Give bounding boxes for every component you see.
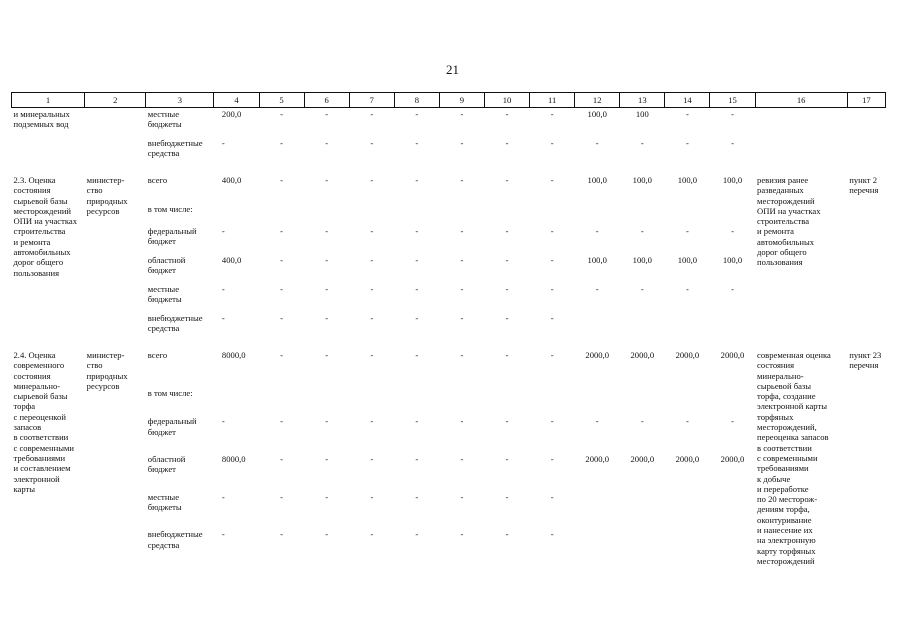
value-cell: - bbox=[415, 416, 419, 427]
value-cell bbox=[575, 491, 620, 529]
column-number-12: 12 bbox=[575, 93, 620, 108]
value-cell: - bbox=[280, 138, 283, 148]
value-cell bbox=[665, 203, 710, 225]
value-cell: - bbox=[595, 284, 599, 294]
value-cell bbox=[214, 203, 259, 225]
value-cell: - bbox=[325, 175, 329, 185]
funding-source-cell: внебюджетные средства bbox=[147, 313, 203, 334]
value-cell: - bbox=[460, 255, 464, 265]
value-cell: - bbox=[415, 313, 419, 323]
spacer-cell bbox=[12, 341, 886, 349]
value-cell: - bbox=[505, 226, 509, 236]
value-cell bbox=[665, 312, 710, 341]
value-cell: - bbox=[550, 138, 554, 148]
table-row bbox=[12, 108, 886, 138]
program-table bbox=[11, 92, 886, 566]
value-cell bbox=[304, 387, 349, 416]
spacer-row bbox=[12, 341, 886, 349]
column-number-9: 9 bbox=[439, 93, 484, 108]
value-cell bbox=[575, 312, 620, 341]
value-cell: - bbox=[221, 529, 225, 540]
value-cell: - bbox=[415, 226, 419, 236]
value-cell bbox=[710, 312, 755, 341]
value-cell: - bbox=[280, 313, 283, 323]
value-cell bbox=[575, 528, 620, 566]
value-cell: - bbox=[460, 416, 464, 427]
value-cell: - bbox=[325, 255, 329, 265]
column-number-5: 5 bbox=[259, 93, 304, 108]
value-cell: - bbox=[325, 491, 329, 502]
column-number-11: 11 bbox=[530, 93, 575, 108]
value-cell: - bbox=[505, 491, 509, 502]
funding-source-cell: местные бюджеты bbox=[147, 491, 182, 513]
executor-cell: министер- ство природных ресурсов bbox=[86, 350, 128, 391]
value-cell bbox=[620, 491, 665, 529]
value-cell: - bbox=[280, 175, 283, 185]
column-number-14: 14 bbox=[665, 93, 710, 108]
value-cell: - bbox=[731, 416, 734, 427]
value-cell: - bbox=[505, 454, 509, 465]
expected-result-cell bbox=[755, 108, 847, 167]
value-cell: - bbox=[685, 284, 689, 294]
value-cell: - bbox=[221, 416, 225, 427]
value-cell: - bbox=[550, 454, 554, 465]
value-cell bbox=[304, 203, 349, 225]
column-number-16: 16 bbox=[755, 93, 847, 108]
value-cell: - bbox=[280, 454, 283, 465]
value-cell: - bbox=[370, 454, 374, 465]
value-cell: - bbox=[595, 226, 599, 236]
column-number-10: 10 bbox=[484, 93, 529, 108]
value-cell bbox=[439, 203, 484, 225]
value-cell: - bbox=[280, 255, 283, 265]
value-cell bbox=[349, 387, 394, 416]
value-cell: - bbox=[685, 226, 689, 236]
value-cell: - bbox=[460, 284, 464, 294]
value-cell: - bbox=[370, 529, 374, 540]
value-cell: - bbox=[415, 284, 419, 294]
value-cell: - bbox=[550, 491, 554, 502]
value-cell: - bbox=[731, 109, 734, 119]
value-cell: - bbox=[370, 226, 374, 236]
value-cell: - bbox=[550, 255, 554, 265]
value-cell: - bbox=[221, 491, 225, 502]
value-cell: - bbox=[460, 529, 464, 540]
funding-source-cell: внебюджетные средства bbox=[147, 138, 203, 159]
value-cell: - bbox=[460, 138, 464, 148]
value-cell: - bbox=[370, 284, 374, 294]
activity-name-cell: и минеральных подземных вод bbox=[13, 109, 70, 130]
column-number-1: 1 bbox=[12, 93, 85, 108]
value-cell: - bbox=[370, 255, 374, 265]
value-cell: - bbox=[221, 138, 225, 148]
reference-cell: пункт 23 перечня bbox=[849, 350, 882, 371]
value-cell: - bbox=[325, 109, 329, 119]
funding-source-cell: местные бюджеты bbox=[147, 284, 182, 305]
value-cell: - bbox=[460, 313, 464, 323]
value-cell: - bbox=[731, 138, 734, 148]
table-row bbox=[12, 349, 886, 387]
value-cell: - bbox=[550, 350, 554, 360]
value-cell: - bbox=[460, 454, 464, 465]
value-cell bbox=[620, 203, 665, 225]
value-cell: 2000,0 bbox=[720, 454, 745, 465]
value-cell: - bbox=[415, 529, 419, 540]
value-cell: - bbox=[460, 350, 464, 360]
funding-source-cell: в том числе: bbox=[147, 387, 193, 398]
table-row bbox=[12, 174, 886, 203]
value-cell: 8000,0 bbox=[221, 350, 246, 360]
value-cell: - bbox=[370, 491, 374, 502]
value-cell: - bbox=[550, 416, 554, 427]
column-number-13: 13 bbox=[620, 93, 665, 108]
value-cell: - bbox=[415, 109, 419, 119]
value-cell: - bbox=[505, 175, 509, 185]
activity-name-cell: 2.4. Оценка современного состояния минерально- сырьевой базы торфа с переоценкой запасов в соответствии с современными требованиями и составлением электронной карты bbox=[13, 350, 75, 494]
value-cell: - bbox=[505, 416, 509, 427]
value-cell bbox=[710, 528, 755, 566]
value-cell: - bbox=[370, 109, 374, 119]
column-number-6: 6 bbox=[304, 93, 349, 108]
column-number-17: 17 bbox=[847, 93, 885, 108]
value-cell: - bbox=[325, 529, 329, 540]
value-cell bbox=[620, 387, 665, 416]
value-cell bbox=[394, 203, 439, 225]
value-cell: - bbox=[640, 416, 644, 427]
value-cell bbox=[484, 387, 529, 416]
column-number-7: 7 bbox=[349, 93, 394, 108]
value-cell: - bbox=[595, 416, 599, 427]
value-cell bbox=[394, 387, 439, 416]
value-cell: 400,0 bbox=[221, 175, 242, 185]
value-cell: - bbox=[325, 313, 329, 323]
value-cell: - bbox=[370, 138, 374, 148]
value-cell bbox=[620, 312, 665, 341]
value-cell: 100 bbox=[635, 109, 649, 119]
spacer-row bbox=[12, 166, 886, 174]
value-cell: 400,0 bbox=[221, 255, 242, 265]
value-cell: 100,0 bbox=[587, 255, 607, 265]
value-cell: 100,0 bbox=[677, 175, 698, 185]
value-cell: - bbox=[325, 416, 329, 427]
value-cell: - bbox=[370, 313, 374, 323]
value-cell: - bbox=[415, 138, 419, 148]
activity-name-cell: 2.3. Оценка состояния сырьевой базы месторождений ОПИ на участках строительства и ремонта автомобильных дорог общего пользования bbox=[13, 175, 77, 278]
value-cell: 2000,0 bbox=[630, 454, 655, 465]
value-cell: - bbox=[685, 138, 689, 148]
value-cell: 100,0 bbox=[587, 109, 607, 119]
funding-source-cell: областной бюджет bbox=[147, 454, 186, 475]
value-cell bbox=[665, 528, 710, 566]
funding-source-cell: федеральный бюджет bbox=[147, 416, 197, 437]
value-cell: - bbox=[415, 175, 419, 185]
funding-source-cell: всего bbox=[147, 350, 168, 360]
value-cell: - bbox=[415, 350, 419, 360]
value-cell: - bbox=[460, 175, 464, 185]
value-cell: - bbox=[505, 255, 509, 265]
value-cell: - bbox=[280, 416, 283, 427]
value-cell: - bbox=[325, 350, 329, 360]
column-number-row bbox=[12, 93, 886, 108]
value-cell: - bbox=[280, 284, 283, 294]
value-cell: 200,0 bbox=[221, 109, 242, 119]
column-number-2: 2 bbox=[85, 93, 146, 108]
value-cell: - bbox=[325, 226, 329, 236]
value-cell bbox=[349, 203, 394, 225]
reference-cell: пункт 2 перечня bbox=[849, 175, 879, 196]
value-cell: - bbox=[415, 255, 419, 265]
value-cell: - bbox=[640, 226, 644, 236]
value-cell bbox=[439, 387, 484, 416]
value-cell: 100,0 bbox=[722, 255, 743, 265]
value-cell: 100,0 bbox=[722, 175, 743, 185]
value-cell: - bbox=[505, 529, 509, 540]
executor-cell bbox=[85, 108, 146, 167]
reference-cell bbox=[847, 108, 885, 167]
value-cell bbox=[259, 203, 304, 225]
value-cell: - bbox=[505, 138, 509, 148]
value-cell: - bbox=[415, 491, 419, 502]
page-number: 21 bbox=[446, 62, 459, 77]
value-cell: - bbox=[221, 284, 225, 294]
value-cell: - bbox=[550, 109, 554, 119]
value-cell bbox=[530, 387, 575, 416]
value-cell bbox=[620, 528, 665, 566]
value-cell: - bbox=[640, 138, 644, 148]
value-cell: 100,0 bbox=[632, 175, 652, 185]
value-cell: 2000,0 bbox=[675, 350, 700, 360]
value-cell bbox=[665, 387, 710, 416]
executor-cell: министер- ство природных ресурсов bbox=[86, 175, 128, 216]
value-cell: - bbox=[325, 284, 329, 294]
value-cell: - bbox=[280, 491, 283, 502]
value-cell: - bbox=[370, 416, 374, 427]
value-cell bbox=[484, 203, 529, 225]
value-cell bbox=[710, 203, 755, 225]
value-cell bbox=[575, 387, 620, 416]
value-cell bbox=[665, 491, 710, 529]
value-cell: 100,0 bbox=[677, 255, 698, 265]
value-cell: - bbox=[550, 313, 554, 323]
value-cell: - bbox=[550, 175, 554, 185]
value-cell: 2000,0 bbox=[585, 350, 610, 360]
value-cell: - bbox=[550, 226, 554, 236]
value-cell bbox=[710, 491, 755, 529]
funding-source-cell: всего bbox=[147, 175, 168, 185]
column-number-15: 15 bbox=[710, 93, 755, 108]
value-cell: - bbox=[505, 313, 509, 323]
value-cell: 100,0 bbox=[632, 255, 652, 265]
value-cell: - bbox=[325, 454, 329, 465]
value-cell: - bbox=[640, 284, 644, 294]
value-cell: 2000,0 bbox=[630, 350, 655, 360]
value-cell: 8000,0 bbox=[221, 454, 246, 465]
value-cell: - bbox=[280, 350, 283, 360]
column-number-4: 4 bbox=[214, 93, 259, 108]
value-cell: - bbox=[460, 226, 464, 236]
value-cell: - bbox=[731, 226, 734, 236]
value-cell: - bbox=[280, 226, 283, 236]
value-cell: 2000,0 bbox=[585, 454, 610, 465]
value-cell bbox=[259, 387, 304, 416]
value-cell: 100,0 bbox=[587, 175, 607, 185]
value-cell: - bbox=[221, 313, 225, 323]
value-cell bbox=[530, 203, 575, 225]
value-cell: - bbox=[550, 529, 554, 540]
value-cell: - bbox=[460, 491, 464, 502]
funding-source-cell: федеральный бюджет bbox=[147, 226, 197, 247]
column-number-3: 3 bbox=[146, 93, 214, 108]
value-cell: - bbox=[221, 226, 225, 236]
value-cell: 2000,0 bbox=[675, 454, 700, 465]
value-cell: - bbox=[505, 109, 509, 119]
column-number-8: 8 bbox=[394, 93, 439, 108]
value-cell: - bbox=[460, 109, 464, 119]
expected-result-cell: современная оценка состояния минерально- сырьевой базы торфа, создание электронной карты торфяных месторождений, переоценка запасов в соответствии с современными требованиями к добыче и переработке по 20 месторож- дениям торфа, оконтуривание и нанесение их на электронную карту торфяных месторождений bbox=[757, 350, 831, 566]
value-cell: - bbox=[280, 109, 283, 119]
value-cell: - bbox=[685, 109, 689, 119]
value-cell: - bbox=[325, 138, 329, 148]
value-cell: - bbox=[280, 529, 283, 540]
value-cell: - bbox=[685, 416, 689, 427]
value-cell: - bbox=[370, 175, 374, 185]
value-cell: 2000,0 bbox=[720, 350, 745, 360]
value-cell: - bbox=[550, 284, 554, 294]
spacer-cell bbox=[12, 166, 886, 174]
value-cell bbox=[575, 203, 620, 225]
value-cell: - bbox=[370, 350, 374, 360]
value-cell: - bbox=[595, 138, 599, 148]
value-cell: - bbox=[505, 350, 509, 360]
funding-source-cell: областной бюджет bbox=[147, 255, 186, 276]
value-cell: - bbox=[731, 284, 734, 294]
value-cell bbox=[710, 387, 755, 416]
value-cell: - bbox=[505, 284, 509, 294]
funding-source-cell: в том числе: bbox=[147, 204, 193, 214]
value-cell bbox=[214, 387, 259, 416]
funding-source-cell: местные бюджеты bbox=[147, 109, 182, 130]
value-cell: - bbox=[415, 454, 419, 465]
expected-result-cell: ревизия ранее разведанных месторождений ОПИ на участках строительства и ремонта автомобильных дорог общего пользования bbox=[757, 175, 821, 268]
funding-source-cell: внебюджетные средства bbox=[147, 529, 203, 550]
